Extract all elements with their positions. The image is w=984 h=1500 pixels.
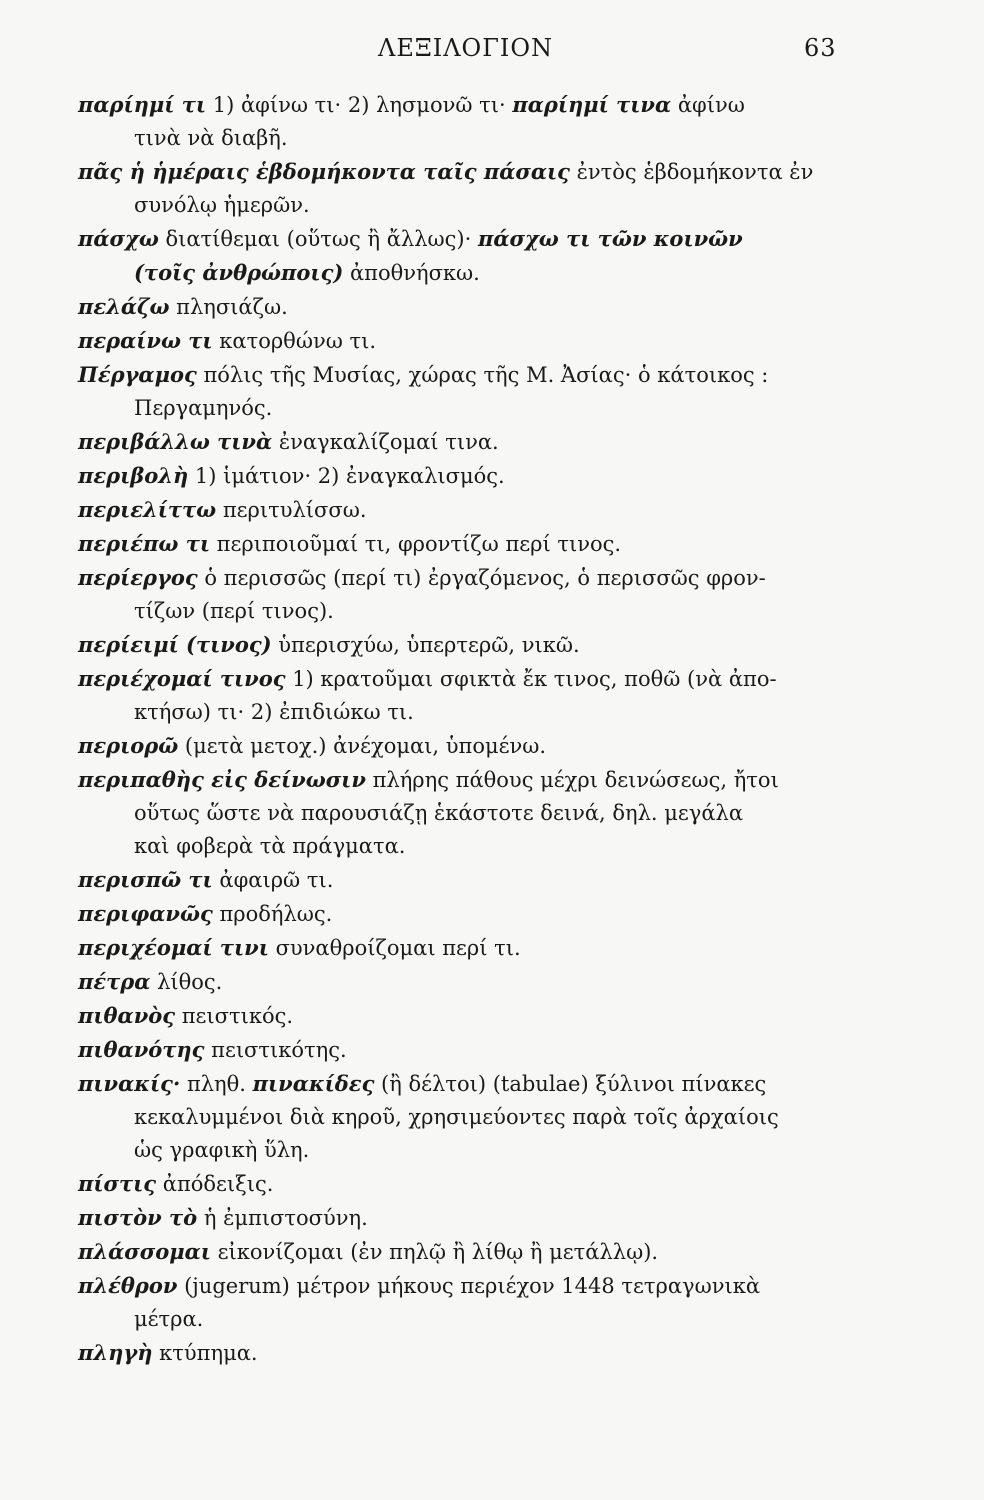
entry-definition: ὑπερισχύω, ὑπερτερῶ, νικῶ. [271,633,580,657]
entry-definition: ἀφίνω [671,93,745,117]
entry-definition: κατορθώνω τι. [212,329,377,353]
entry-continuation [78,256,838,290]
entry-phrase: (τοῖς ἀνθρώποις) [134,260,344,285]
dictionary-entry [78,358,838,425]
entry-headword: πιθανότης [78,1037,205,1062]
entry-headword: περίειμί (τινος) [78,632,272,657]
page-title: ΛΕΞΙΛΟΓΙΟΝ [378,34,554,62]
entry-definition: ἐναγκαλίζομαί τινα. [272,430,499,454]
dictionary-entry [78,493,838,527]
dictionary-entry [78,965,838,999]
entry-definition: ἀφαιρῶ τι. [212,868,334,892]
entry-headword: περισπῶ τι [78,867,213,892]
entry-headword: περιχέομαί τινι [78,935,269,960]
entry-continuation [78,392,838,425]
entry-headword: πελάζω [78,294,170,319]
dictionary-entry [78,931,838,965]
page-header [78,30,838,70]
entry-definition: πλησιάζω. [169,295,288,319]
entry-headword: περιελίττω [78,497,217,522]
entry-definition: ἐντὸς ἑβδομήκοντα ἐν [569,160,814,184]
dictionary-entry [78,1235,838,1269]
dictionary-entry [78,763,838,863]
dictionary-entry [78,662,838,729]
entry-headword: παρίημί τι [78,92,207,117]
entry-continuation [78,696,838,729]
entry-headword: πινακίς· [78,1071,181,1096]
entry-definition: κεκαλυμμένοι διὰ κηροῦ, χρησιμεύοντες παρὰ τοῖς ἀρχαίοις [134,1105,779,1129]
dictionary-entry [78,290,838,324]
dictionary-entry [78,999,838,1033]
dictionary-entry [78,897,838,931]
entry-headword: περιέπω τι [78,531,210,556]
entry-definition: 1) ἱμάτιον· 2) ἐναγκαλισμός. [188,464,505,488]
entry-headword: περαίνω τι [78,328,213,353]
entry-headword: πᾶς ἡ ἡμέραις ἑβδομήκοντα ταῖς πάσαις [78,159,570,184]
entry-phrase: πάσχω τι τῶν κοινῶν [477,226,743,251]
dictionary-entry [78,1269,838,1336]
entry-continuation [78,122,838,155]
dictionary-entry [78,1201,838,1235]
dictionary-page [78,30,838,1370]
entry-list [78,88,838,1370]
entry-definition: 1) ἀφίνω τι· 2) λησμονῶ τι· [206,93,513,117]
dictionary-entry [78,527,838,561]
entry-headword: πάσχω [78,226,159,251]
dictionary-entry [78,628,838,662]
dictionary-entry [78,155,838,222]
dictionary-entry [78,729,838,763]
entry-definition: περιποιοῦμαί τι, φροντίζω περί τινος. [210,532,622,556]
entry-continuation: ὡς γραφικὴ ὕλη. [134,1138,310,1162]
entry-headword: πέτρα [78,969,151,994]
entry-definition: κτήσω) τι· 2) ἐπιδιώκω τι. [134,700,414,724]
entry-definition: Περγαμηνός. [134,396,273,420]
entry-definition: οὕτως ὥστε νὰ παρουσιάζῃ ἑκάστοτε δεινά, δηλ. μεγάλα [134,801,743,825]
entry-definition: ἀπόδειξις. [156,1172,274,1196]
entry-headword: πίστις [78,1171,157,1196]
entry-headword: περιβολὴ [78,463,189,488]
entry-definition: (ἢ δέλτοι) (tabulae) ξύλινοι πίνακες [374,1072,767,1096]
dictionary-entry [78,324,838,358]
entry-continuation [78,189,838,222]
entry-definition: διατίθεμαι (οὕτως ἢ ἄλλως)· [158,227,478,251]
entry-definition: πόλις τῆς Μυσίας, χώρας τῆς Μ. Ἀσίας· ὁ κάτοικος : [196,363,769,387]
entry-definition: πειστικός. [175,1004,294,1028]
entry-headword: πλέθρον [78,1273,178,1298]
dictionary-entry [78,863,838,897]
entry-definition: περιτυλίσσω. [216,498,367,522]
entry-definition: 1) κρατοῦμαι σφικτὰ ἔκ τινος, ποθῶ (νὰ ἀπο- [285,667,777,691]
entry-headword: περιπαθὴς εἰς δείνωσιν [78,767,366,792]
entry-definition: λίθος. [150,970,223,994]
entry-headword: περιφανῶς [78,901,213,926]
entry-headword: περιορῶ [78,733,179,758]
dictionary-entry [78,1167,838,1201]
entry-definition: κτύπημα. [152,1341,258,1365]
entry-definition: πληθ. [180,1072,253,1096]
entry-continuation: καὶ φοβερὰ τὰ πράγματα. [134,834,406,858]
entry-headword: πιστὸν τὸ [78,1205,198,1230]
dictionary-entry [78,1336,838,1370]
entry-definition: τίζων (περί τινος). [134,599,334,623]
entry-definition: μέτρα. [134,1307,204,1331]
page-number: 63 [804,34,837,62]
entry-definition: συναθροίζομαι περί τι. [268,936,521,960]
dictionary-entry [78,88,838,155]
entry-definition: συνόλῳ ἡμερῶν. [134,193,310,217]
entry-definition: (μετὰ μετοχ.) ἀνέχομαι, ὑπομένω. [178,734,547,758]
entry-continuation [78,595,838,628]
entry-headword: περιέχομαί τινος [78,666,286,691]
entry-definition: ἡ ἐμπιστοσύνη. [197,1206,368,1230]
entry-continuation [78,1303,838,1336]
entry-headword: πληγὴ [78,1340,153,1365]
entry-phrase: πινακίδες [252,1071,375,1096]
entry-continuation [78,797,838,830]
entry-definition: τινὰ νὰ διαβῆ. [134,126,288,150]
entry-headword: περιβάλλω τινὰ [78,429,273,454]
entry-definition: ὁ περισσῶς (περί τι) ἐργαζόμενος, ὁ περισσῶς φρον- [197,566,766,590]
dictionary-entry [78,425,838,459]
entry-definition: προδήλως. [212,902,333,926]
entry-headword: περίεργος [78,565,198,590]
entry-continuation [78,1101,838,1134]
dictionary-entry [78,1033,838,1067]
entry-definition: εἰκονίζομαι (ἐν πηλῷ ἢ λίθῳ ἢ μετάλλῳ). [210,1240,659,1264]
entry-headword: πιθανὸς [78,1003,176,1028]
dictionary-entry [78,222,838,290]
entry-definition: (jugerum) μέτρον μήκους περιέχον 1448 τετραγωνικὰ [177,1274,761,1298]
entry-headword: Πέργαμος [78,362,197,387]
dictionary-entry [78,459,838,493]
entry-phrase: παρίημί τινα [512,92,672,117]
entry-definition: πειστικότης. [204,1038,347,1062]
entry-headword: πλάσσομαι [78,1239,211,1264]
dictionary-entry [78,561,838,628]
entry-definition: πλήρης πάθους μέχρι δεινώσεως, ἤτοι [365,768,779,792]
entry-definition: ἀποθνήσκω. [343,261,480,285]
dictionary-entry [78,1067,838,1167]
